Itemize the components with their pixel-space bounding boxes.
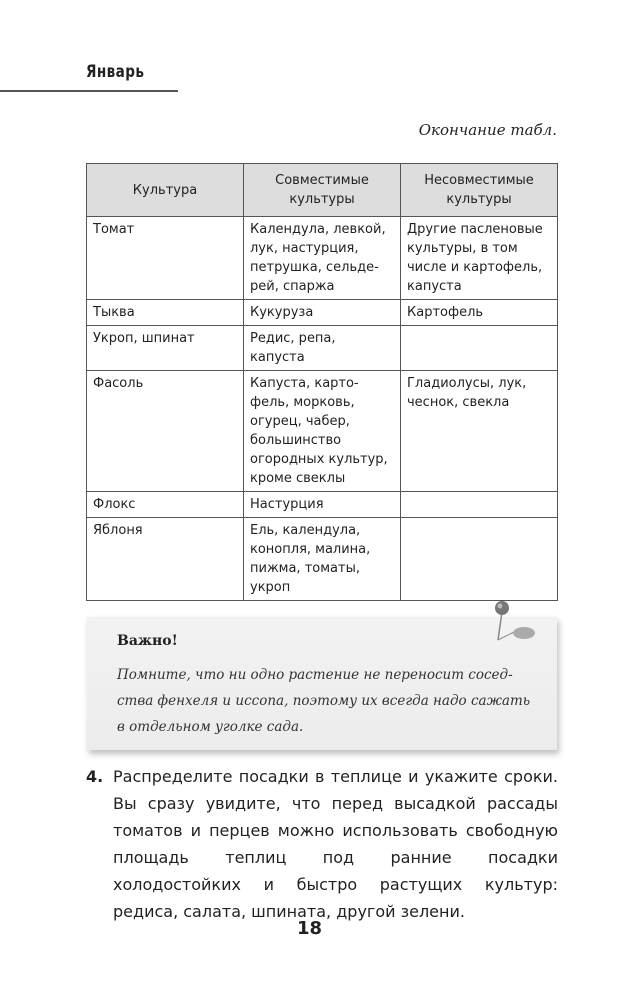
cell-line: капуста: [250, 350, 305, 365]
cell-line: Томат: [93, 222, 135, 237]
cell-line: числе и картофель,: [407, 260, 543, 275]
table-row: [87, 518, 558, 601]
column-header: [87, 164, 244, 217]
cell-line: лук, настурция,: [250, 241, 359, 256]
cell-line: огородных культур,: [250, 452, 388, 467]
table-cell: [401, 326, 558, 371]
cell-line: огурец, чабер,: [250, 414, 350, 429]
pushpin-icon: [492, 598, 542, 646]
cell-line: Картофель: [407, 305, 484, 320]
table-cell: [401, 518, 558, 601]
table-cell: [401, 492, 558, 518]
cell-line: чеснок, свекла: [407, 395, 510, 410]
table-cell: [244, 492, 401, 518]
cell-line: Кукуруза: [250, 305, 314, 320]
table-cell: [401, 300, 558, 326]
cell-line: Ель, календула,: [250, 523, 361, 538]
header-line: культуры: [446, 192, 512, 207]
table-cell: [244, 518, 401, 601]
header-line: культуры: [289, 192, 355, 207]
table-row: [87, 492, 558, 518]
compatibility-table: [86, 163, 558, 601]
note-body: [117, 662, 530, 740]
running-head: Январь: [86, 62, 145, 82]
cell-line: конопля, малина,: [250, 542, 371, 557]
cell-line: Флокс: [93, 497, 136, 512]
cell-line: рей, спаржа: [250, 279, 335, 294]
cell-line: Гладиолусы, лук,: [407, 376, 527, 391]
table-cell: [87, 371, 244, 492]
running-head-rule: [0, 90, 178, 92]
table-cell: [87, 326, 244, 371]
header-line: Совместимые: [275, 173, 369, 188]
table-cell: [401, 371, 558, 492]
table-header-row: [87, 164, 558, 217]
table-caption: Окончание табл.: [418, 121, 557, 139]
cell-line: капуста: [407, 279, 462, 294]
cell-line: Календула, левкой,: [250, 222, 386, 237]
table-cell: [87, 518, 244, 601]
important-note: [87, 617, 557, 750]
table-cell: [87, 217, 244, 300]
header-line: Культура: [132, 182, 198, 198]
cell-line: Тыква: [93, 305, 135, 320]
paragraph-text: Распределите посадки в теплице и укажите сроки. Вы сразу увидите, что перед высадкой рассады томатов и перцев можно использовать свободную площадь теплиц под ранние посадки холодостойких и быстро растущих культур: редиса, салата, шпината, другой зелени.: [113, 767, 558, 921]
header-line: Несовместимые: [424, 173, 534, 188]
cell-line: Настурция: [250, 497, 324, 512]
table-row: [87, 217, 558, 300]
table-cell: [401, 217, 558, 300]
note-line: Помните, что ни одно растение не переносит сосед-: [117, 667, 513, 683]
table-row: [87, 326, 558, 371]
table-cell: [244, 217, 401, 300]
cell-line: большинство: [250, 433, 342, 448]
table-row: [87, 300, 558, 326]
cell-line: укроп: [250, 580, 291, 595]
cell-line: Редис, репа,: [250, 331, 336, 346]
table-cell: [244, 300, 401, 326]
cell-line: пижма, томаты,: [250, 561, 360, 576]
table-cell: [87, 492, 244, 518]
table-cell: [244, 326, 401, 371]
cell-line: петрушка, сельде-: [250, 260, 379, 275]
column-header: [401, 164, 558, 217]
column-header: [244, 164, 401, 217]
page-number: 18: [296, 918, 323, 939]
cell-line: Укроп, шпинат: [93, 331, 195, 346]
cell-line: Другие пасленовые: [407, 222, 543, 237]
cell-line: культуры, в том: [407, 241, 518, 256]
note-line: ства фенхеля и иссопа, поэтому их всегда надо сажать: [117, 693, 531, 709]
cell-line: Капуста, карто-: [250, 376, 359, 391]
cell-line: кроме свеклы: [250, 471, 346, 486]
cell-line: фель, морковь,: [250, 395, 355, 410]
paragraph-number: 4.: [86, 767, 104, 786]
note-title: Важно!: [117, 633, 178, 649]
numbered-paragraph: [86, 763, 558, 925]
cell-line: Фасоль: [93, 376, 144, 391]
table-row: [87, 371, 558, 492]
note-line: в отдельном уголке сада.: [117, 719, 304, 735]
table-cell: [87, 300, 244, 326]
table-cell: [244, 371, 401, 492]
cell-line: Яблоня: [93, 523, 143, 538]
